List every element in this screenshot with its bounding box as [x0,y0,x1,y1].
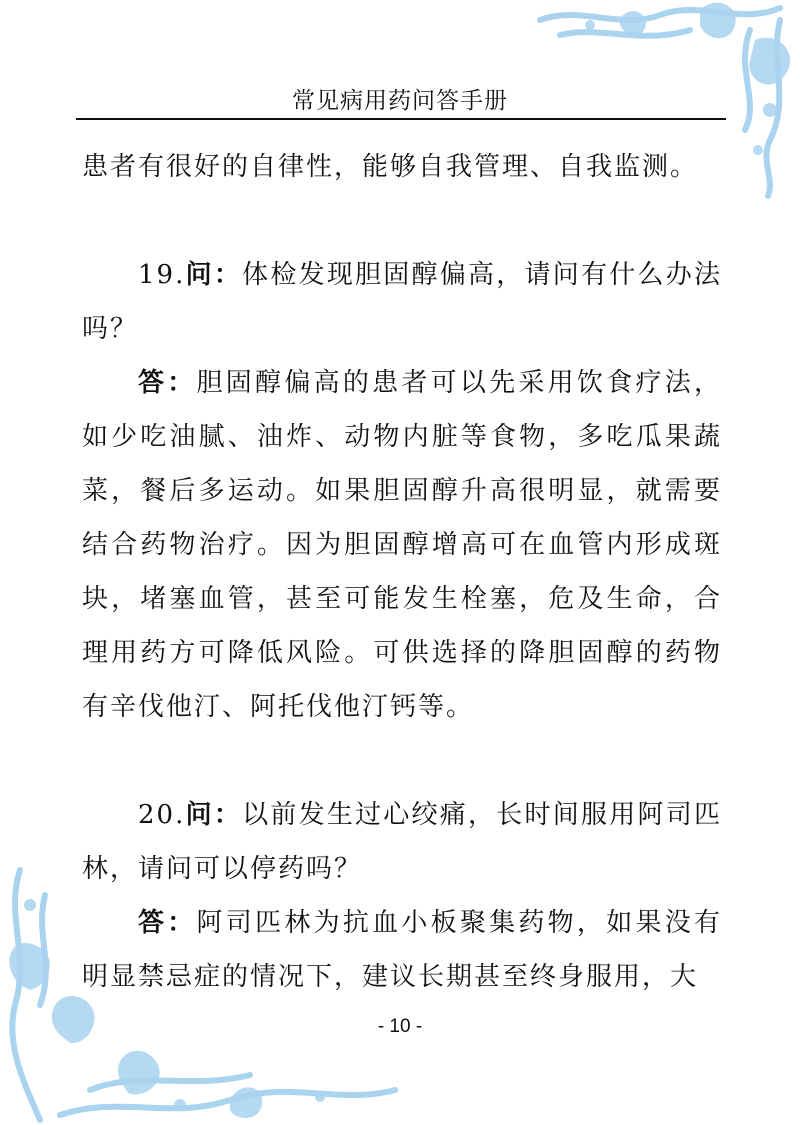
answer-text: 胆固醇偏高的患者可以先采用饮食疗法，如少吃油腻、油炸、动物内脏等食物，多吃瓜果蔬菜，餐后多运动。如果胆固醇升高很明显，就需要结合药物治疗。因为胆固醇增高可在血管内形成斑块，堵塞血管，甚至可能发生栓塞，危及生命，合理用药方可降低风险。可供选择的降胆固醇的药物有辛伐他汀、阿托伐他汀钙等。 [82,368,722,722]
paragraph-gap [82,734,722,788]
question-19 [82,248,722,356]
question-number: 19. [138,260,186,290]
answer-20 [82,896,722,1004]
question-label: 问： [185,260,243,290]
paragraph-gap [82,194,722,248]
answer-label: 答： [138,908,197,938]
page-body [82,140,722,1004]
question-label: 问： [185,800,243,830]
continuation-paragraph: 患者有很好的自律性，能够自我管理、自我监测。 [82,152,699,182]
question-text: 以前发生过心绞痛，长时间服用阿司匹林，请问可以停药吗？ [82,800,722,884]
question-20 [82,788,722,896]
answer-19 [82,356,722,734]
question-text: 体检发现胆固醇偏高，请问有什么办法吗？ [82,260,722,344]
answer-label: 答： [138,368,197,398]
header-divider [76,118,726,120]
answer-text: 阿司匹林为抗血小板聚集药物，如果没有明显禁忌症的情况下，建议长期甚至终身服用，大 [82,908,722,992]
question-number: 20. [138,800,186,830]
running-header-title: 常见病用药问答手册 [292,88,508,114]
page-number: - 10 - [377,1016,423,1037]
